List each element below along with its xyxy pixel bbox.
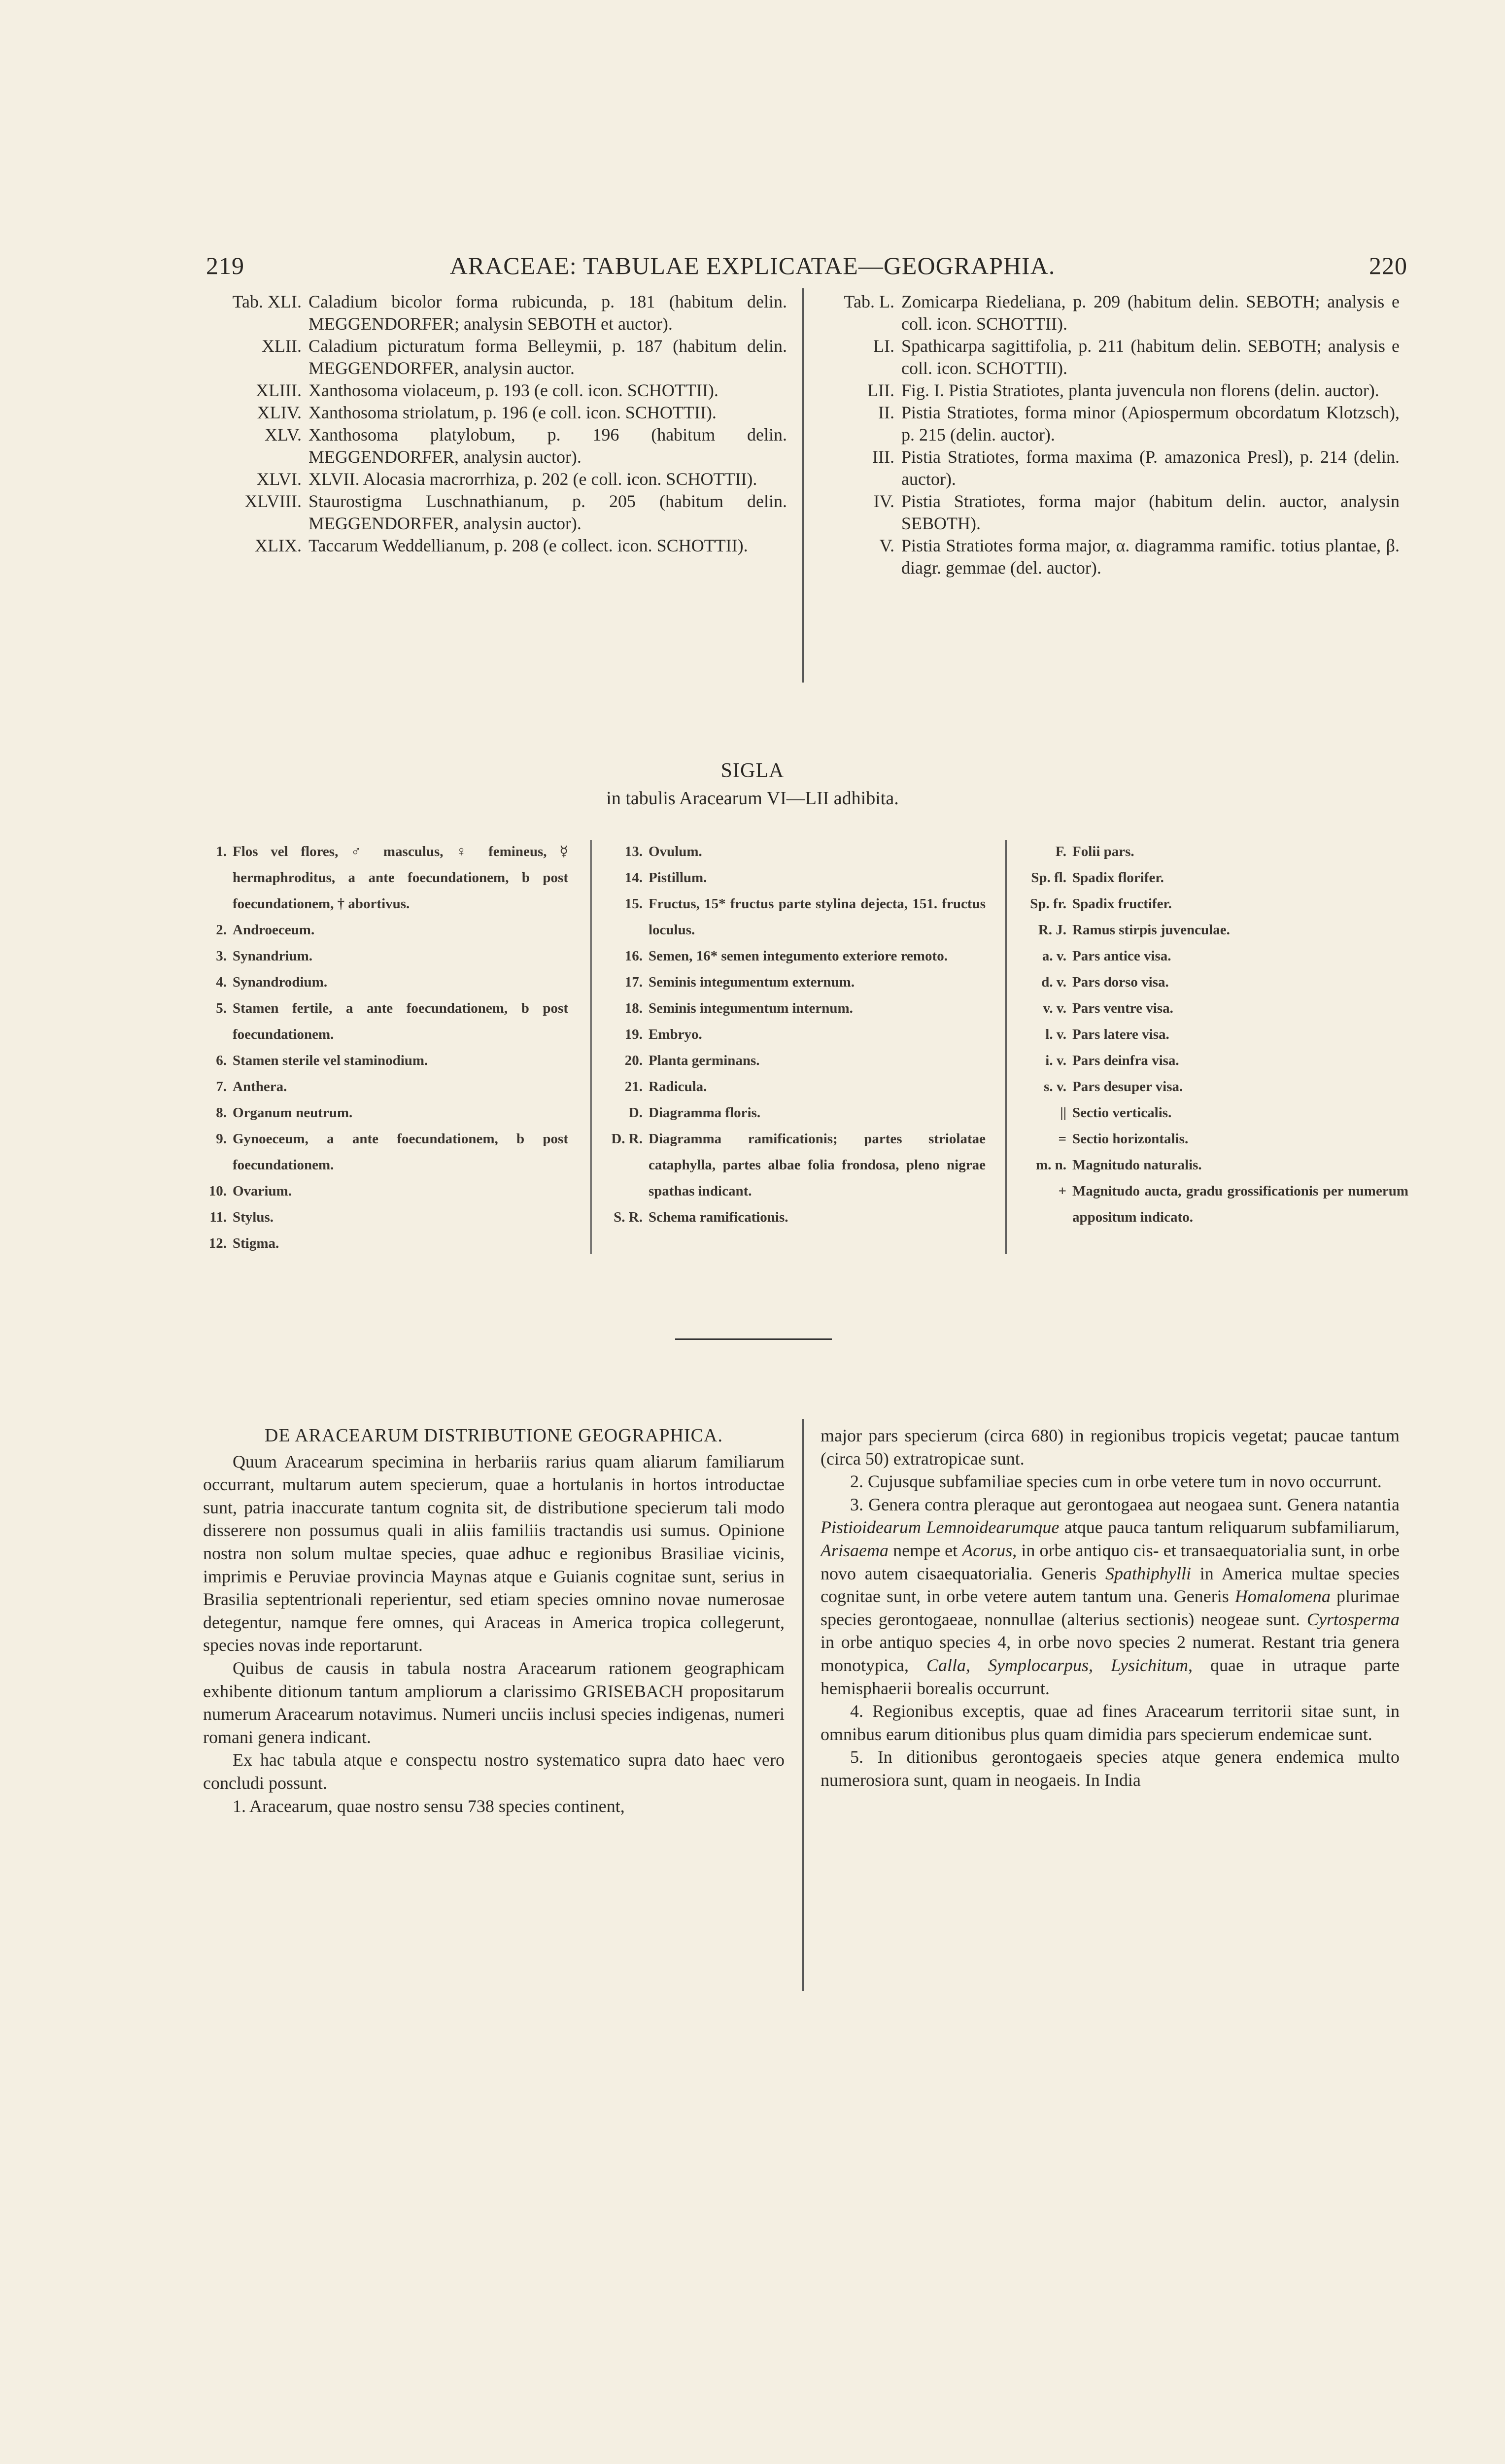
plate-entry — [203, 535, 787, 557]
plate-text: Pistia Stratiotes forma major, α. diagramma ramific. totius plantae, β. diagr. gemmae (del. auctor). — [901, 536, 1400, 578]
sigla-symbol: 8. — [216, 1105, 227, 1121]
paragraph: Quibus de causis in tabula nostra Aracearum rationem geographicam exhibente ditionum tantum ampliorum a clarissimo GRISEBACH propositarum numerum Aracearum notavimus. Numeri unciis inclusi species indigenas, numeri romani genera indicant. — [203, 1658, 785, 1747]
sigla-entry — [206, 969, 568, 995]
sigla-symbol: i. v. — [1045, 1053, 1066, 1068]
sigla-symbol: 10. — [208, 1183, 227, 1199]
sigla-entry — [206, 1204, 568, 1231]
plate-number: XLV. — [264, 425, 302, 445]
sigla-symbol: 7. — [216, 1079, 227, 1095]
sigla-entry — [206, 1126, 568, 1178]
sigla-description: Magnitudo aucta, gradu grossificationis per numerum appositum indicato. — [1072, 1183, 1408, 1225]
plates-right-column — [821, 291, 1400, 579]
sigla-description: Sectio verticalis. — [1072, 1105, 1172, 1121]
sigla-symbol: 9. — [216, 1131, 227, 1147]
plate-text: Xanthosoma striolatum, p. 196 (e coll. icon. SCHOTTII). — [308, 403, 717, 422]
plate-entry — [203, 335, 787, 379]
sigla-description: Diagramma floris. — [649, 1105, 761, 1121]
plate-entry — [821, 535, 1400, 579]
paragraph: major pars specierum (circa 680) in regionibus tropicis vegetat; paucae tantum (circa 50) extratropicae sunt. — [821, 1426, 1400, 1469]
plate-number: IV. — [873, 491, 894, 511]
paragraph: Ex hac tabula atque e conspectu nostro systematico supra dato haec vero concludi possunt. — [203, 1750, 785, 1793]
plate-entry — [203, 468, 787, 490]
sigla-description: Stamen fertile, a ante foecundationem, b post foecundationem. — [233, 1000, 568, 1042]
sigla-entry — [611, 865, 986, 891]
plate-number: III. — [872, 447, 894, 467]
sigla-symbol: 16. — [624, 948, 643, 964]
plate-text: Pistia Stratiotes, forma major (habitum delin. auctor, analysin SEBOTH). — [901, 491, 1400, 533]
sigla-description: Ramus stirpis juvenculae. — [1072, 922, 1230, 938]
sigla-symbol: = — [1058, 1131, 1066, 1147]
plate-entry — [203, 490, 787, 535]
plate-text: Fig. I. Pistia Stratiotes, planta juvencula non florens (delin. auctor). — [901, 380, 1379, 400]
sigla-description: Stylus. — [233, 1209, 274, 1225]
sigla-column-2 — [611, 839, 986, 1231]
sigla-entry — [206, 1048, 568, 1074]
plate-entry — [821, 490, 1400, 535]
sigla-description: Ovulum. — [649, 844, 702, 859]
plate-entry — [203, 424, 787, 468]
column-divider — [802, 1419, 804, 1991]
sigla-symbol: m. n. — [1035, 1157, 1066, 1173]
sigla-entry — [1019, 1126, 1408, 1152]
column-divider — [802, 288, 804, 683]
plates-left-column — [203, 291, 787, 557]
sigla-description: Planta germinans. — [649, 1053, 760, 1068]
sigla-column-3 — [1019, 839, 1408, 1231]
sigla-symbol: R. J. — [1038, 922, 1066, 938]
sigla-description: Anthera. — [233, 1079, 287, 1095]
sigla-description: Seminis integumentum externum. — [649, 974, 855, 990]
sigla-entry — [206, 1231, 568, 1257]
sigla-entry — [1019, 1178, 1408, 1231]
paragraph: 4. Regionibus exceptis, quae ad fines Aracearum territorii sitae sunt, in omnibus earum ditionibus plus quam dimidia pars specierum endemicae sunt. — [821, 1701, 1400, 1744]
paragraph: Quum Aracearum specimina in herbariis rarius quam aliarum familiarum occurrant, multarum autem specierum, quae a hortulanis in hortos introductae sunt, patria inaccurate tantum cognita sit, de distributione specierum tali modo disserere non possumus quali in aliis familiis tractandis usi sumus. Opinione nostra non solum multae species, quae adhuc e regionibus Brasiliae vicinis, imprimis e Peruviae provincia Maynas atque e Guianis cognitae sunt, serius in Brasilia septentrionali reperientur, sed etiam species omnino novae numerosae detegentur, namque fere omnes, qui Araceas in America tropica collegerunt, species novas inde reportarunt. — [203, 1451, 785, 1655]
plate-number: LII. — [867, 380, 894, 400]
sigla-symbol: 15. — [624, 896, 643, 912]
distribution-title: DE ARACEARUM DISTRIBUTIONE GEOGRAPHICA. — [265, 1425, 723, 1446]
sigla-entry — [611, 1022, 986, 1048]
sigla-description: Sectio horizontalis. — [1072, 1131, 1189, 1147]
plate-number: XLII. — [262, 336, 302, 356]
sigla-description: Schema ramificationis. — [649, 1209, 788, 1225]
sigla-entry — [206, 1100, 568, 1126]
plate-number: LI. — [873, 336, 894, 356]
sigla-entry — [611, 995, 986, 1022]
sigla-symbol: l. v. — [1045, 1027, 1066, 1042]
sigla-symbol: + — [1058, 1183, 1066, 1199]
sigla-entry — [1019, 969, 1408, 995]
sigla-description: Embryo. — [649, 1027, 702, 1042]
plate-number: XLIX. — [255, 536, 302, 555]
sigla-description: Stigma. — [233, 1235, 279, 1251]
distribution-right-column — [821, 1424, 1400, 1792]
plate-text: Xanthosoma violaceum, p. 193 (e coll. icon. SCHOTTII). — [308, 380, 718, 400]
sigla-symbol: 3. — [216, 948, 227, 964]
sigla-divider-1 — [590, 840, 592, 1254]
sigla-symbol: 5. — [216, 1000, 227, 1016]
sigla-description: Ovarium. — [233, 1183, 292, 1199]
plate-number: V. — [879, 536, 894, 555]
plate-text: Taccarum Weddellianum, p. 208 (e collect. icon. SCHOTTII). — [308, 536, 748, 555]
plate-number: XLVIII. — [244, 491, 302, 511]
plate-number: XLIII. — [256, 380, 302, 400]
sigla-entry — [1019, 1048, 1408, 1074]
distribution-left-column — [203, 1424, 785, 1817]
sigla-description: Spadix florifer. — [1072, 870, 1164, 886]
plate-entry — [821, 446, 1400, 490]
sigla-description: Spadix fructifer. — [1072, 896, 1172, 912]
plate-entry — [203, 402, 787, 424]
sigla-entry — [206, 995, 568, 1048]
sigla-entry — [611, 969, 986, 995]
sigla-description: Folii pars. — [1072, 844, 1134, 859]
sigla-symbol: Sp. fr. — [1030, 896, 1066, 912]
sigla-symbol: 12. — [208, 1235, 227, 1251]
page-number-left: 219 — [206, 252, 244, 279]
sigla-symbol: 1. — [216, 844, 227, 859]
sigla-symbol: 11. — [209, 1209, 227, 1225]
sigla-symbol: F. — [1055, 844, 1066, 859]
sigla-title: SIGLA — [720, 759, 785, 782]
sigla-description: Stamen sterile vel staminodium. — [233, 1053, 428, 1068]
sigla-symbol: 20. — [624, 1053, 643, 1068]
plate-entry — [203, 291, 787, 335]
sigla-symbol: a. v. — [1042, 948, 1066, 964]
sigla-symbol: v. v. — [1043, 1000, 1066, 1016]
sigla-description: Pars ventre visa. — [1072, 1000, 1173, 1016]
plate-text: Spathicarpa sagittifolia, p. 211 (habitum delin. SEBOTH; analysis e coll. icon. SCHOTTII). — [901, 336, 1400, 378]
sigla-entry — [611, 1100, 986, 1126]
plate-entry — [821, 335, 1400, 379]
plate-entry — [821, 402, 1400, 446]
sigla-symbol: D. — [628, 1105, 643, 1121]
plate-text: Pistia Stratiotes, forma maxima (P. amazonica Presl), p. 214 (delin. auctor). — [901, 447, 1400, 489]
sigla-entry — [1019, 995, 1408, 1022]
sigla-entry — [206, 839, 568, 917]
sigla-entry — [1019, 943, 1408, 969]
sigla-entry — [206, 1178, 568, 1204]
plate-text: Pistia Stratiotes, forma minor (Apiospermum obcordatum Klotzsch), p. 215 (delin. auctor). — [901, 403, 1400, 445]
sigla-entry — [206, 917, 568, 943]
sigla-description: Androeceum. — [233, 922, 315, 938]
sigla-symbol: 14. — [624, 870, 643, 886]
sigla-entry — [1019, 865, 1408, 891]
plate-entry — [821, 379, 1400, 402]
sigla-symbol: || — [1060, 1105, 1066, 1121]
plate-text: Caladium bicolor forma rubicunda, p. 181 (habitum delin. MEGGENDORFER; analysin SEBOTH et auctor). — [308, 292, 787, 334]
paragraph: 2. Cujusque subfamiliae species cum in orbe vetere tum in novo occurrunt. — [850, 1472, 1382, 1492]
sigla-symbol: D. R. — [611, 1131, 643, 1147]
plate-entry — [821, 291, 1400, 335]
plate-text: XLVII. Alocasia macrorrhiza, p. 202 (e coll. icon. SCHOTTII). — [308, 469, 757, 489]
plate-number: Tab. XLI. — [232, 292, 302, 311]
sigla-entry — [206, 1074, 568, 1100]
section-separator — [675, 1338, 832, 1340]
sigla-entry — [1019, 1152, 1408, 1178]
plate-text: Staurostigma Luschnathianum, p. 205 (habitum delin. MEGGENDORFER, analysin auctor). — [308, 491, 787, 533]
page-title: ARACEAE: TABULAE EXPLICATAE—GEOGRAPHIA. — [449, 252, 1056, 279]
sigla-symbol: 6. — [216, 1053, 227, 1068]
sigla-symbol: Sp. fl. — [1031, 870, 1066, 886]
sigla-entry — [611, 1126, 986, 1204]
sigla-description: Fructus, 15* fructus parte stylina dejecta, 151. fructus loculus. — [649, 896, 986, 938]
sigla-description: Gynoeceum, a ante foecundationem, b post foecundationem. — [233, 1131, 568, 1173]
sigla-entry — [1019, 839, 1408, 865]
sigla-symbol: 18. — [624, 1000, 643, 1016]
sigla-description: Pars deinfra visa. — [1072, 1053, 1179, 1068]
plate-entry — [203, 379, 787, 402]
sigla-description: Organum neutrum. — [233, 1105, 353, 1121]
sigla-entry — [611, 1074, 986, 1100]
plate-number: XLVI. — [256, 469, 302, 489]
sigla-subtitle: in tabulis Aracearum VI—LII adhibita. — [606, 788, 899, 809]
sigla-description: Semen, 16* semen integumento exteriore remoto. — [649, 948, 948, 964]
sigla-description: Magnitudo naturalis. — [1072, 1157, 1202, 1173]
sigla-symbol: S. R. — [614, 1209, 643, 1225]
sigla-entry — [1019, 891, 1408, 917]
sigla-entry — [611, 891, 986, 943]
sigla-symbol: s. v. — [1044, 1079, 1066, 1095]
sigla-description: Pars dorso visa. — [1072, 974, 1169, 990]
paragraph: 5. In ditionibus gerontogaeis species atque genera endemica multo numerosiora sunt, quam in neogaeis. In India — [821, 1747, 1400, 1790]
sigla-symbol: 13. — [624, 844, 643, 859]
sigla-description: Pars antice visa. — [1072, 948, 1171, 964]
sigla-symbol: 21. — [624, 1079, 643, 1095]
sigla-description: Pars desuper visa. — [1072, 1079, 1183, 1095]
plate-text: Zomicarpa Riedeliana, p. 209 (habitum delin. SEBOTH; analysis e coll. icon. SCHOTTII). — [901, 292, 1400, 334]
sigla-description: Pistillum. — [649, 870, 707, 886]
sigla-description: Pars latere visa. — [1072, 1027, 1169, 1042]
sigla-entry — [1019, 917, 1408, 943]
sigla-description: Radicula. — [649, 1079, 707, 1095]
paragraph: 1. Aracearum, quae nostro sensu 738 species continent, — [233, 1796, 625, 1816]
paragraph: 3. Genera contra pleraque aut gerontogaea aut neogaea sunt. Genera natantia Pistioidearum Lemnoidearumque atque pauca tantum reliquarum subfamiliarum, Arisaema nempe et Acorus, in orbe antiquo cis- et transaequatorialia sunt, in orbe novo autem cisaequatorialia. Generis Spathiphylli in America multae species cognitae sunt, in orbe vetere autem tantum una. Generis Homalomena plurimae species gerontogaeae, nonnullae (alterius sectionis) neogeae sunt. Cyrtosperma in orbe antiquo species 4, in orbe novo species 2 numerat. Restant tria genera monotypica, Calla, Symplocarpus, Lysichitum, quae in utraque parte hemisphaerii borealis occurrunt. — [821, 1494, 1400, 1698]
sigla-symbol: 2. — [216, 922, 227, 938]
sigla-entry — [1019, 1074, 1408, 1100]
page-number-right: 220 — [1369, 252, 1407, 279]
sigla-description: Seminis integumentum internum. — [649, 1000, 853, 1016]
plate-number: II. — [878, 403, 894, 422]
plate-number: XLIV. — [257, 403, 302, 422]
sigla-symbol: 19. — [624, 1027, 643, 1042]
sigla-symbol: 4. — [216, 974, 227, 990]
sigla-entry — [206, 943, 568, 969]
sigla-symbol: d. v. — [1041, 974, 1066, 990]
sigla-entry — [611, 943, 986, 969]
sigla-entry — [1019, 1022, 1408, 1048]
sigla-column-1 — [206, 839, 568, 1257]
sigla-entry — [611, 1048, 986, 1074]
plate-text: Xanthosoma platylobum, p. 196 (habitum delin. MEGGENDORFER, analysin auctor). — [308, 425, 787, 467]
sigla-description: Synandrium. — [233, 948, 312, 964]
plate-text: Caladium picturatum forma Belleymii, p. 187 (habitum delin. MEGGENDORFER, analysin auctor. — [308, 336, 787, 378]
sigla-description: Flos vel flores, ♂ masculus, ♀ femineus, ☿ hermaphroditus, a ante foecundationem, b post foecundationem, † abortivus. — [233, 844, 568, 912]
plate-number: Tab. L. — [844, 292, 894, 311]
sigla-entry — [1019, 1100, 1408, 1126]
sigla-entry — [611, 839, 986, 865]
sigla-entry — [611, 1204, 986, 1231]
sigla-symbol: 17. — [624, 974, 643, 990]
sigla-description: Diagramma ramificationis; partes striolatae cataphylla, partes albae folia frondosa, pleno nigrae spathas indicant. — [649, 1131, 986, 1199]
sigla-description: Synandrodium. — [233, 974, 328, 990]
sigla-divider-2 — [1005, 840, 1007, 1254]
